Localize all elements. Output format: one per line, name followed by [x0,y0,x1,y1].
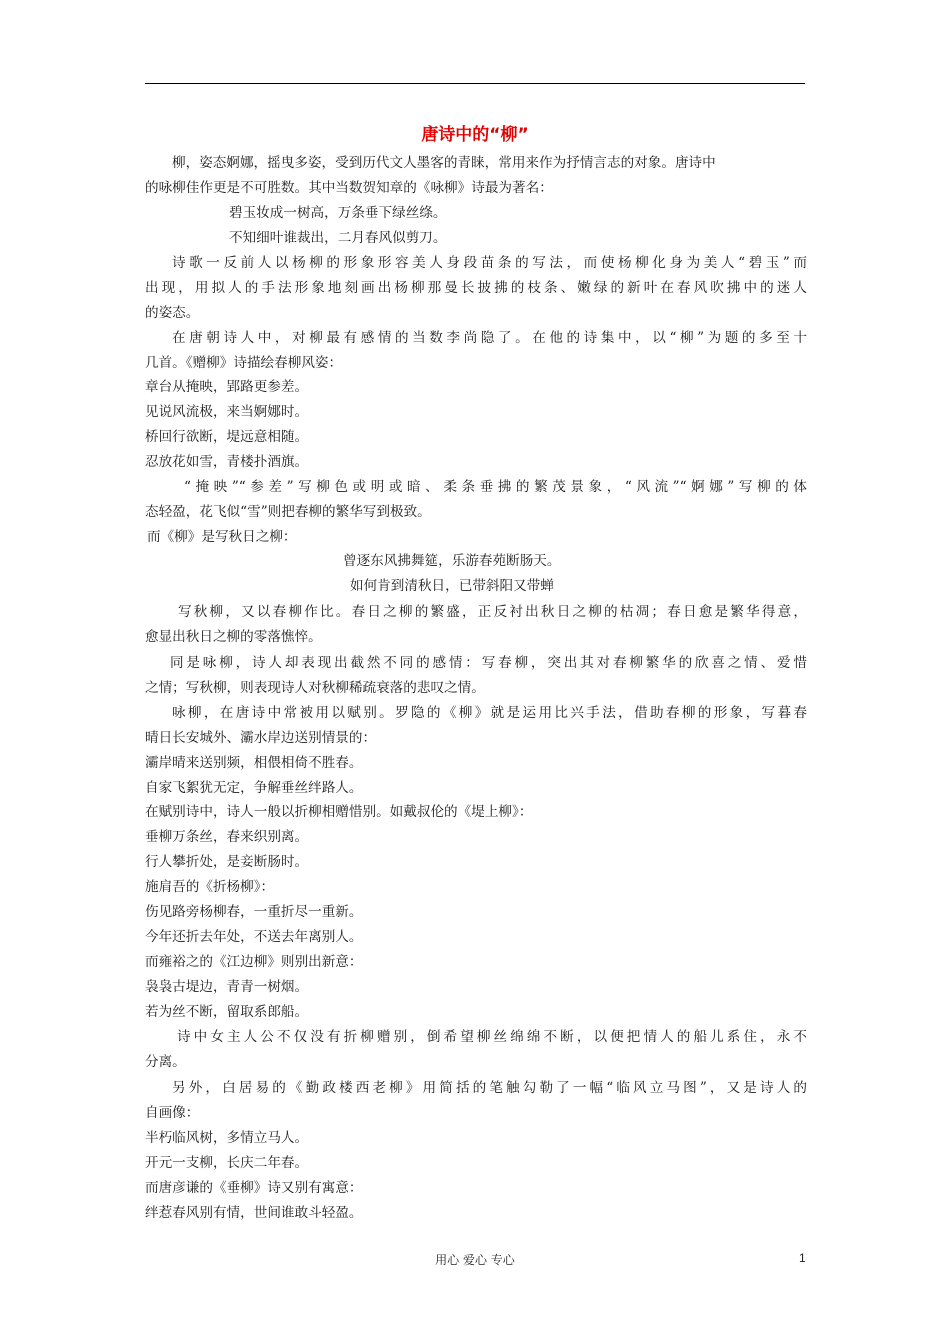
text-line: 半朽临风树，多情立马人。 [145,1130,309,1146]
text-line: 开元一支柳，长庆二年春。 [145,1155,309,1171]
text-line: 诗中女主人公不仅没有折柳赠别，倒希望柳丝绵绵不断，以便把情人的船儿系住，永不 [177,1029,807,1045]
header-rule [145,83,805,84]
text-line: 灞岸晴来送别频，相偎相倚不胜春。 [145,755,363,771]
text-line: 今年还折去年处，不送去年离别人。 [145,929,363,945]
text-line: 分离。 [145,1054,186,1070]
text-line: 写秋柳，又以春柳作比。春日之柳的繁盛，正反衬出秋日之柳的枯凋；春日愈是繁华得意， [178,604,807,620]
text-line: 伤见路旁杨柳春，一重折尽一重新。 [145,904,363,920]
text-line: 几首。《赠柳》诗描绘春柳风姿： [145,355,343,371]
text-line: 自画像： [145,1105,200,1121]
text-line: 如何肯到清秋日，已带斜阳又带蝉 [350,578,554,594]
text-line: 章台从掩映，郢路更参差。 [145,379,309,395]
text-line: 而雍裕之的《江边柳》则别出新意： [145,954,363,970]
text-line: 曾逐东风拂舞筵，乐游春苑断肠天。 [343,553,561,569]
text-line: 自家飞絮犹无定，争解垂丝绊路人。 [145,780,363,796]
text-line: 咏柳，在唐诗中常被用以赋别。罗隐的《柳》就是运用比兴手法，借助春柳的形象，写暮春 [172,705,807,721]
text-line: 诗歌一反前人以杨柳的形象形容美人身段苗条的写法，而使杨柳化身为美人“碧玉”而 [172,255,807,271]
text-line: 而唐彦谦的《垂柳》诗又别有寓意： [145,1180,363,1196]
text-line: 的姿态。 [145,305,200,321]
text-line: 柳，姿态婀娜，摇曳多姿，受到历代文人墨客的青睐，常用来作为抒情言志的对象。唐诗中 [172,155,716,171]
text-line: 而《柳》是写秋日之柳： [147,529,297,545]
text-line: 态轻盈，花飞似“雪”则把春柳的繁华写到极致。 [145,504,431,520]
text-line: 之情；写秋柳，则表现诗人对秋柳稀疏衰落的悲叹之情。 [145,680,485,696]
text-line: 垂柳万条丝，春来织别离。 [145,829,309,845]
text-line: 在唐朝诗人中，对柳最有感情的当数李尚隐了。在他的诗集中，以“柳”为题的多至十 [172,330,807,346]
text-line: 晴日长安城外、灞水岸边送别情景的： [145,730,377,746]
text-line: 另外，白居易的《勤政楼西老柳》用简括的笔触勾勒了一幅“临风立马图”，又是诗人的 [172,1080,807,1096]
text-line: 袅袅古堤边，青青一树烟。 [145,979,309,995]
text-line: 忍放花如雪，青楼扑酒旗。 [145,454,309,470]
text-line: “掩映”“参差”写柳色或明或暗、柔条垂拂的繁茂景象，“风流”“婀娜”写柳的体 [184,479,807,495]
text-line: 愈显出秋日之柳的零落憔悴。 [145,629,322,645]
text-line: 绊惹春风别有情，世间谁敢斗轻盈。 [145,1205,363,1221]
text-line: 同是咏柳，诗人却表现出截然不同的感情：写春柳，突出其对春柳繁华的欣喜之情、爱惜 [170,655,807,671]
text-line: 在赋别诗中，诗人一般以折柳相赠惜别。如戴叔伦的《堤上柳》： [145,804,533,820]
text-line: 碧玉妆成一树高，万条垂下绿丝绦。 [229,205,447,221]
text-line: 行人攀折处，是妾断肠时。 [145,854,309,870]
text-line: 见说风流极，来当婀娜时。 [145,404,309,420]
text-line: 若为丝不断，留取系郎船。 [145,1004,309,1020]
page-footer: 用心 爱心 专心 [435,1253,515,1267]
text-line: 不知细叶谁裁出，二月春风似剪刀。 [229,230,447,246]
text-line: 的咏柳佳作更是不可胜数。其中当数贺知章的《咏柳》诗最为著名： [145,180,553,196]
text-line: 出现，用拟人的手法形象地刻画出杨柳那曼长披拂的枝条、嫩绿的新叶在春风吹拂中的迷人 [145,280,807,296]
page-number: 1 [799,1251,806,1265]
page-title: 唐诗中的“柳” [421,125,529,145]
text-line: 施肩吾的《折杨柳》： [145,879,275,895]
text-line: 桥回行欲断，堤远意相随。 [145,429,309,445]
